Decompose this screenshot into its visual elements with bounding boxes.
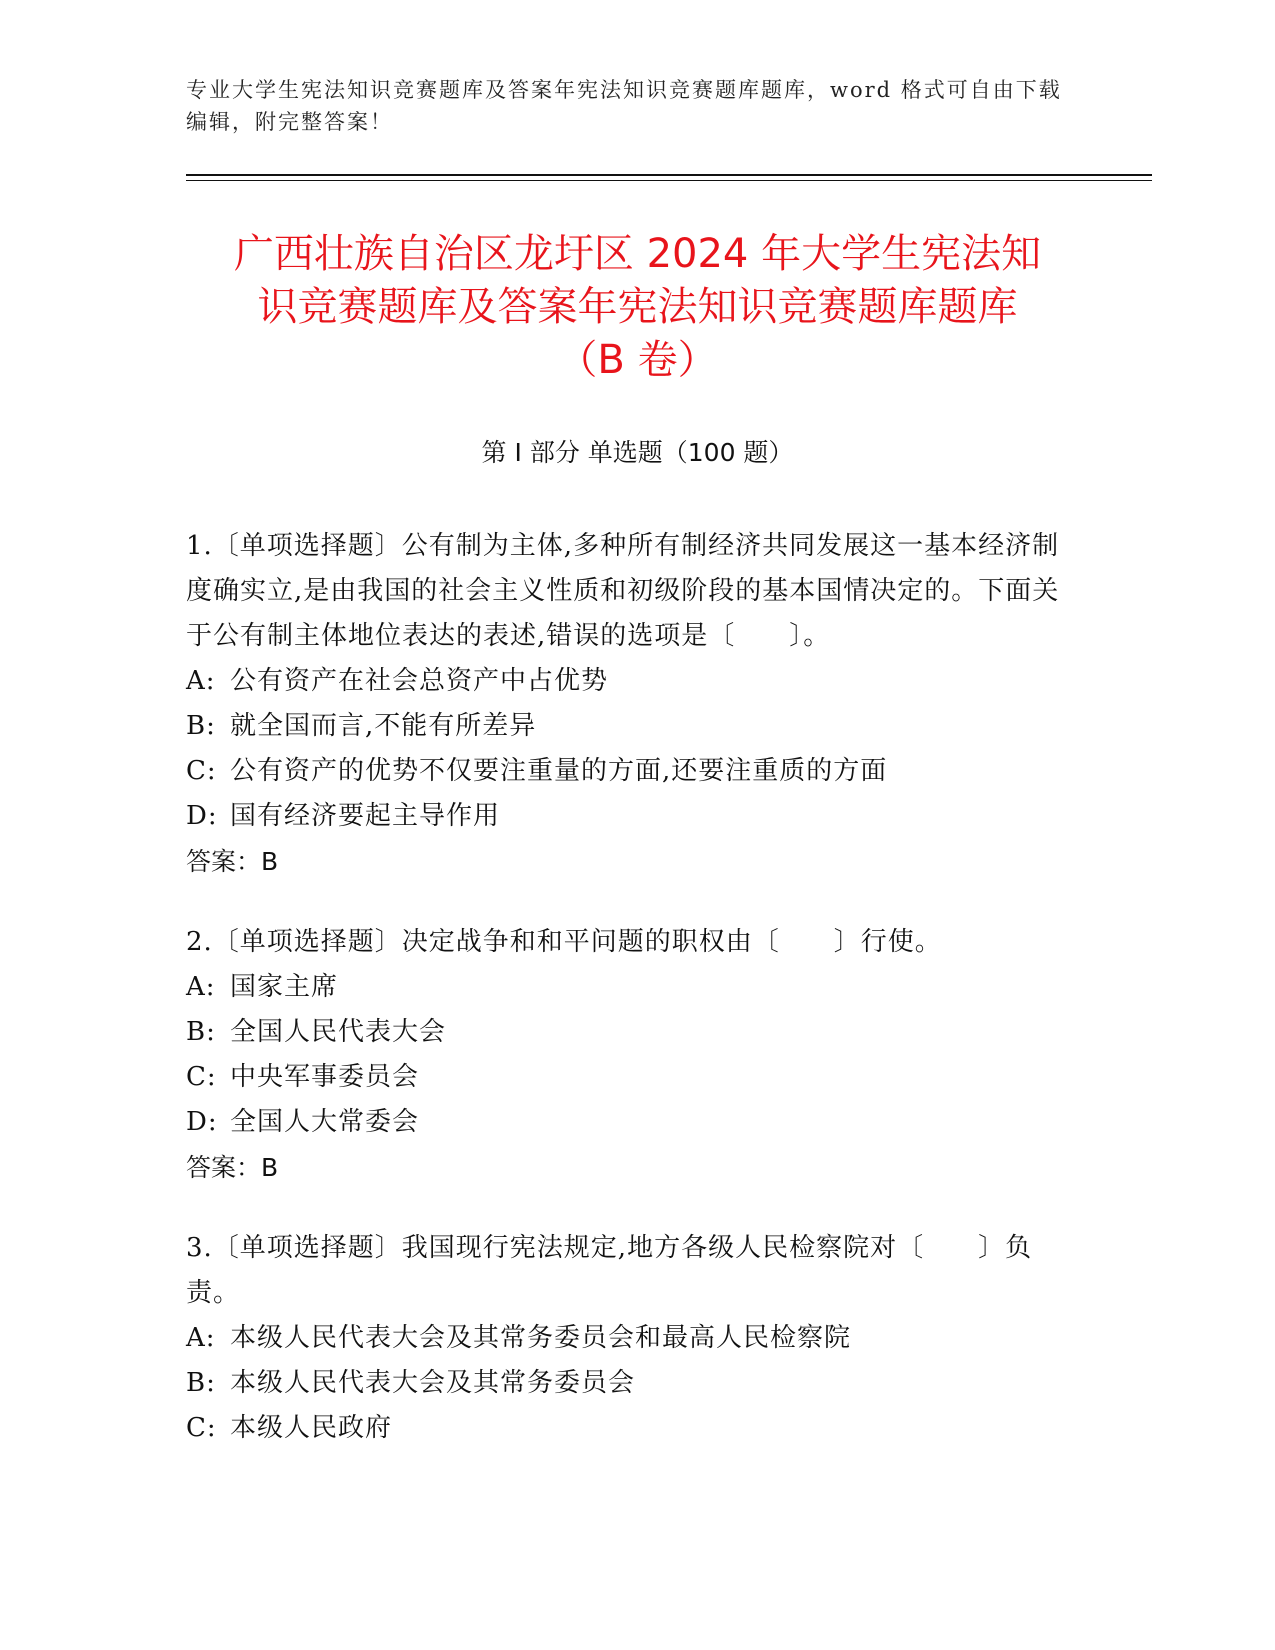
option-text: 中央军事委员会: [230, 1062, 420, 1092]
option-c: [186, 749, 1086, 794]
option-a: [186, 659, 1086, 704]
option-c: [186, 1055, 1086, 1100]
option-b: [186, 1361, 1086, 1406]
option-b: [186, 1010, 1086, 1055]
option-a: [186, 1316, 1086, 1361]
header-note: 专业大学生宪法知识竞赛题库及答案年宪法知识竞赛题库题库，word 格式可自由下载编辑，附完整答案！: [186, 78, 1062, 134]
option-key: B:: [186, 1017, 216, 1047]
option-c: [186, 1406, 1086, 1451]
option-text: 全国人民代表大会: [230, 1017, 447, 1047]
option-text: 本级人民代表大会及其常务委员会: [230, 1368, 636, 1398]
question-stem: 2.〔单项选择题〕决定战争和和平问题的职权由〔 〕行使。: [186, 927, 942, 957]
option-key: D:: [186, 801, 218, 831]
question-stem: 1.〔单项选择题〕公有制为主体,多种所有制经济共同发展这一基本经济制度确实立,是由我国的社会主义性质和初级阶段的基本国情决定的。下面关于公有制主体地位表达的表述,错误的选项是〔 〕。: [186, 531, 1060, 651]
option-key: B:: [186, 1368, 216, 1398]
option-key: C:: [186, 1062, 217, 1092]
option-a: [186, 965, 1086, 1010]
question-list: [186, 524, 1086, 1487]
document-title-line-3: （B 卷）: [557, 337, 718, 383]
question-2: [186, 920, 1086, 1190]
document-title-line-1: 广西壮族自治区龙圩区 2024 年大学生宪法知: [233, 231, 1042, 277]
answer-line: 答案：B: [186, 1153, 279, 1182]
option-text: 本级人民代表大会及其常务委员会和最高人民检察院: [230, 1323, 852, 1353]
option-d: [186, 1100, 1086, 1145]
header-divider-thin: [186, 180, 1152, 181]
option-key: D:: [186, 1107, 218, 1137]
option-text: 国家主席: [230, 972, 339, 1002]
option-key: A:: [186, 1323, 216, 1353]
option-key: C:: [186, 756, 217, 786]
question-1: [186, 524, 1086, 884]
option-key: C:: [186, 1413, 217, 1443]
option-key: A:: [186, 666, 216, 696]
option-text: 公有资产在社会总资产中占优势: [230, 666, 609, 696]
option-key: B:: [186, 711, 216, 741]
option-key: A:: [186, 972, 216, 1002]
question-3: [186, 1226, 1086, 1451]
section-title: 第 I 部分 单选题（100 题）: [481, 438, 794, 467]
option-text: 国有经济要起主导作用: [230, 801, 501, 831]
option-text: 就全国而言,不能有所差异: [230, 711, 537, 741]
option-text: 全国人大常委会: [230, 1107, 420, 1137]
option-d: [186, 794, 1086, 839]
answer-line: 答案：B: [186, 847, 279, 876]
header-divider-thick: [186, 174, 1152, 176]
document-title: [150, 228, 1125, 387]
option-text: 公有资产的优势不仅要注重量的方面,还要注重质的方面: [230, 756, 888, 786]
option-b: [186, 704, 1086, 749]
option-text: 本级人民政府: [230, 1413, 393, 1443]
question-stem: 3.〔单项选择题〕我国现行宪法规定,地方各级人民检察院对〔 〕负责。: [186, 1233, 1033, 1308]
document-title-line-2: 识竞赛题库及答案年宪法知识竞赛题库题库: [257, 284, 1018, 330]
